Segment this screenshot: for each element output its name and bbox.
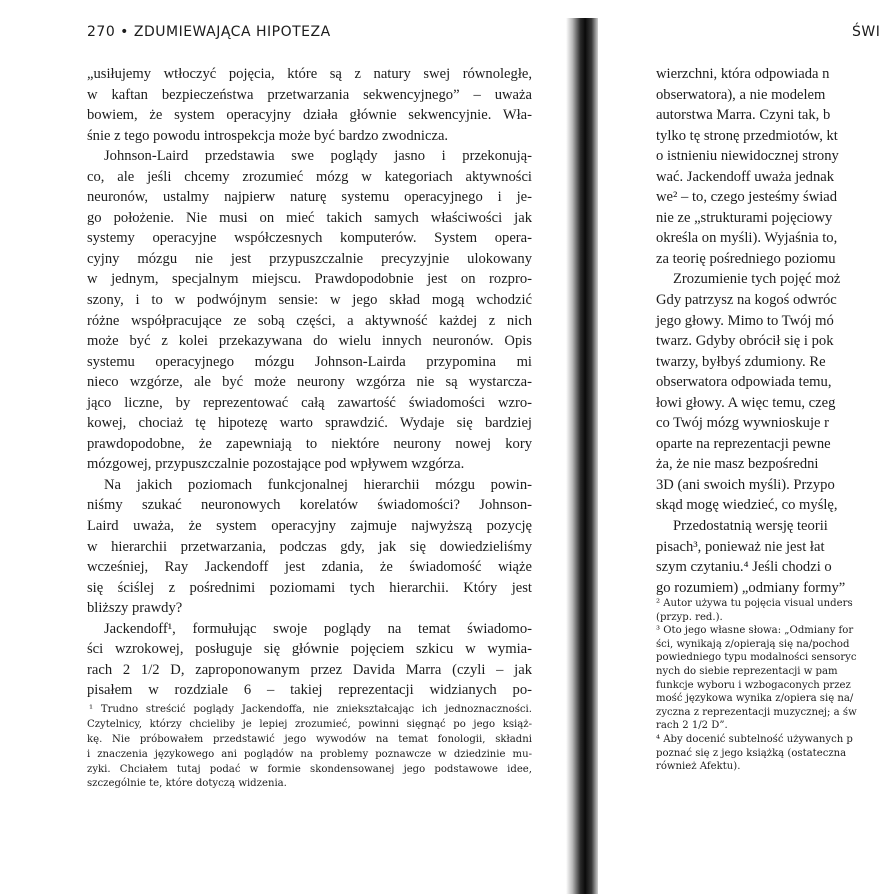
footnote-line: ¹ Trudno streścić poglądy Jackendoffa, nie zniekształcając ich jednoznaczności. [89,704,532,715]
footnote-line: szczególnie te, które dotyczą widzenia. [87,778,287,790]
footnote-line: zyki. Chciałem tutaj podać w formie skondensowanej jego podstawowe idee, [87,763,532,775]
text-line: wać. Jackendoff uważa jednak [656,168,835,185]
text-line: bowiem, że system operacyjny działa głównie sekwencyjnie. Wła- [87,107,532,124]
text-line: może być z kolei przekazywana do wielu innych neuronów. Opis [87,333,532,350]
text-line: pisach³, ponieważ nie jest łat [656,538,825,555]
text-line: bliższy prawdy? [87,600,183,617]
footnote-line: ści, wynikają z/opierają się na/pochod [656,638,850,650]
right-page [596,0,893,894]
text-line: nieco wzgórze, ale być może neurony wzgórza nie są wystarcza- [87,374,532,391]
text-line: ści wzrokowej, posługuje się głównie pojęciem szkicu w wymia- [87,641,532,658]
text-line: rach 2 1/2 D, zaproponowanym przez Davida Marra (czyli – jak [87,661,532,678]
text-line: pisałem w rozdziale 6 – takiej reprezentacji widzianych po- [87,682,532,699]
text-line: o istnieniu niewidocznej strony [656,148,839,165]
footnote-line: (przyp. red.). [656,611,723,623]
text-line: neuronów, ustalmy najpierw naturę systemu operacyjnego i je- [87,189,532,206]
text-line: autorstwa Marra. Czyni tak, b [656,107,831,124]
footnote-line: funkcje wyboru i wzbogaconych przez [656,679,851,691]
text-line: systemu operacyjnego mózgu Johnson-Lairda przypomina mi [87,353,532,370]
text-line: co, ale jeśli chcemy zrozumieć mózg w kategoriach aktywności [87,168,532,185]
text-line: obserwatora odpowiada temu, [656,374,832,391]
footnote-line: poznać się z jego książką (ostateczna [656,747,847,759]
text-line: oparte na reprezentacji pewne [656,435,831,452]
footnote-line: ⁴ Aby docenić subtelność używanych p [656,733,853,745]
text-line: szym czytaniu.⁴ Jeśli chodzi o [656,559,832,576]
text-line: szony, i to w podwójnym sensie: w jego skład mogą wchodzić [87,292,532,309]
text-line: Jackendoff¹, formułując swoje poglądy na temat świadomo- [104,620,532,637]
footnote-line: mość językowa wynika z/opiera się na/ [656,693,854,705]
footnote-line: powiedniego typu modalności sensoryc [656,652,857,664]
right-footnotes [656,597,893,774]
text-line: Johnson-Laird przedstawia swe poglądy jasno i przekonują- [104,148,532,165]
text-line: Zrozumienie tych pojęć moż [673,271,841,288]
text-line: mózgowej, przypuszczalnie pozostające pod wpływem wzgórza. [87,456,465,473]
text-line: wierzchni, która odpowiada n [656,66,830,82]
text-line: ża, że nie masz bezpośredni [656,456,819,473]
text-line: śnie z tego powodu introspekcja może być bardzo zwodnicza. [87,127,449,144]
footnote-line: nych do siebie reprezentacji w pam [656,665,838,677]
text-line: „usiłujemy wtłoczyć pojęcia, które są z natury swej równoległe, [87,66,532,82]
text-line: twarz. Gdyby obrócił się i pok [656,333,834,350]
text-line: systemy operacyjne współczesnych komputerów. System opera- [87,230,532,247]
text-line: Laird uważa, że system operacyjny zajmuje najwyższą pozycję [87,518,532,535]
text-line: w kaftan bezpieczeństwa przetwarzania sekwencyjnego” – uważa [87,86,532,103]
text-line: różne współpracujące ze sobą części, a aktywność każdej z nich [87,312,532,329]
footnote-line: zyczna z reprezentacji muzycznej; a św [656,706,857,718]
left-body-text [87,64,532,701]
left-footnotes [87,703,532,792]
footnote-line: Czytelnicy, którzy chcieliby je lepiej zrozumieć, powinni sięgnąć po jego książ- [87,718,532,730]
text-line: Na jakich poziomach funkcjonalnej hierarchii mózgu powin- [104,476,532,493]
text-line: jego głowy. Mimo to Twój mó [656,312,834,329]
text-line: określa on myśli). Wyjaśnia to, [656,230,838,247]
text-line: cyjny mózgu nie jest przypuszczalnie precyzyjnie ulokowany [87,250,532,267]
right-body-text [656,64,893,598]
text-line: 3D (ani swoich myśli). Przypo [656,476,835,493]
footnote-line: i znaczenia językowego ani poglądów na problemy poznawcze w dziedzinie mu- [87,748,532,760]
text-line: niśmy szukać neuronowych korelatów świadomości? Johnson- [87,497,532,514]
footnote-line: ² Autor używa tu pojęcia visual unders [656,598,853,609]
text-line: co Twój mózg wywnioskuje r [656,415,830,432]
text-line: łowi głowy. A więc temu, czeg [656,394,836,411]
text-line: twarzy, byłbyś zdumiony. Re [656,353,826,370]
text-line: za teorię pośredniego poziomu [656,250,836,267]
text-line: jąco liczne, by reprezentować całą zawartość świadomości wzro- [87,394,532,411]
left-running-header: 270 • ZDUMIEWAJĄCA HIPOTEZA [87,24,331,40]
footnote-line: rach 2 1/2 D”. [656,720,728,732]
text-line: się ściślej z pośrednimi poziomami tych hierarchii. Który jest [87,579,532,596]
text-line: skąd mogę wiedzieć, co myślę, [656,497,838,514]
text-line: we² – to, czego jesteśmy świad [656,189,838,206]
text-line: go rozumiem) „odmiany formy” [656,579,846,596]
text-line: w jednym, specjalnym miejscu. Prawdopodobnie jest on rozpro- [87,271,532,288]
text-line: obserwatora), a nie modelem [656,86,826,103]
footnote-line: ³ Oto jego własne słowa: „Odmiany for [656,625,854,637]
footnote-line: kę. Nie próbowałem przedstawić jego wywodów na temat fonologii, składni [87,733,532,745]
text-line: kowej, chociaż tę hipotezę warto sprawdzić. Wydaje się bardziej [87,415,532,432]
footnote-line: również Afektu). [656,761,741,773]
text-line: w hierarchii przetwarzania, podczas gdy, jak się dowiedzieliśmy [87,538,532,555]
text-line: wcześniej, Ray Jackendoff jest zdania, że świadomość wiąże [87,559,532,576]
text-line: prawdopodobne, że zapewniają to niektóre neurony nowej kory [87,435,532,452]
text-line: tylko tę stronę przedmiotów, kt [656,127,838,144]
text-line: Przedostatnią wersję teorii [673,518,828,535]
right-running-header: ŚWI [852,24,881,40]
text-line: nie ze „strukturami pojęciowy [656,209,833,226]
text-line: go położenie. Nie musi on mieć takich samych właściwości jak [87,209,532,226]
text-line: Gdy patrzysz na kogoś odwróc [656,292,837,309]
